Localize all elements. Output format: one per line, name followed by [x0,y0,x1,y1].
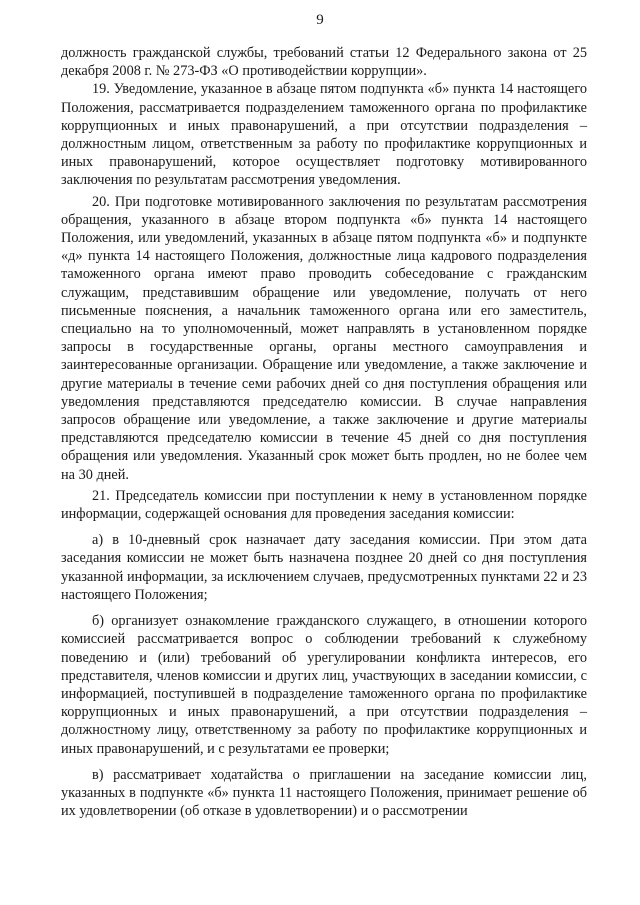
subitem-b: б) организует ознакомление гражданского служащего, в отношении которого комиссией рассматривается вопрос о соблюдении требований к служебному поведению и (или) требований об урегулировании конфликта интересов, его представителя, членов комиссии и других лиц, участвующих в заседании комиссии, с информацией, поступившей в подразделение таможенного органа по профилактике коррупционных и иных правонарушений, а при отсутствии подразделения – должностному лицу, ответственному за работу по профилактике коррупционных и иных правонарушений, и с результатами ее проверки; [61,613,587,757]
page-number: 9 [316,12,324,28]
paragraph-item-21: 21. Председатель комиссии при поступлении к нему в установленном порядке информации, содержащей основания для проведения заседания комиссии: [61,487,587,523]
subitem-v: в) рассматривает ходатайства о приглашении на заседание комиссии лиц, указанных в подпункте «б» пункта 11 настоящего Положения, принимает решение об их удовлетворении (об отказе в удовлетворении) и о рассмотрении [61,766,587,820]
paragraph-item-20: 20. При подготовке мотивированного заключения по результатам рассмотрения обращения, указанного в абзаце втором подпункта «б» пункта 14 настоящего Положения, или уведомлений, указанных в абзаце пятом подпункта «б» и подпункте «д» пункта 14 настоящего Положения, должностные лица кадрового подразделения таможенного органа имеют право проводить собеседование с гражданским служащим, представившим обращение или уведомление, получать от него письменные пояснения, а начальник таможенного органа или его заместитель, специально на то уполномоченный, может направлять в установленном порядке запросы в государственные органы, органы местного самоуправления и заинтересованные организации. Обращение или уведомление, а также заключение и другие материалы в течение семи рабочих дней со дня поступления обращения или уведомления представляются председателю комиссии. В случае направления запросов обращение или уведомление, а также заключение и другие материалы представляются председателю комиссии в течение 45 дней со дня поступления обращения или уведомления. Указанный срок может быть продлен, но не более чем на 30 дней. [61,193,587,483]
paragraph-item-19: 19. Уведомление, указанное в абзаце пятом подпункта «б» пункта 14 настоящего Положения, рассматривается подразделением таможенного органа по профилактике коррупционных и иных правонарушений, а при отсутствии подразделения – должностным лицом, ответственным за работу по профилактике коррупционных и иных правонарушений, которое осуществляет подготовку мотивированного заключения по результатам рассмотрения уведомления. [61,81,587,189]
paragraph-continuation: должность гражданской службы, требований статьи 12 Федерального закона от 25 декабря 2008 г. № 273-ФЗ «О противодействии коррупции». [61,45,587,80]
subitem-a: а) в 10-дневный срок назначает дату заседания комиссии. При этом дата заседания комиссии не может быть назначена позднее 20 дней со дня поступления указанной информации, за исключением случаев, предусмотренных пунктами 22 и 23 настоящего Положения; [61,532,587,603]
document-body [61,44,587,820]
